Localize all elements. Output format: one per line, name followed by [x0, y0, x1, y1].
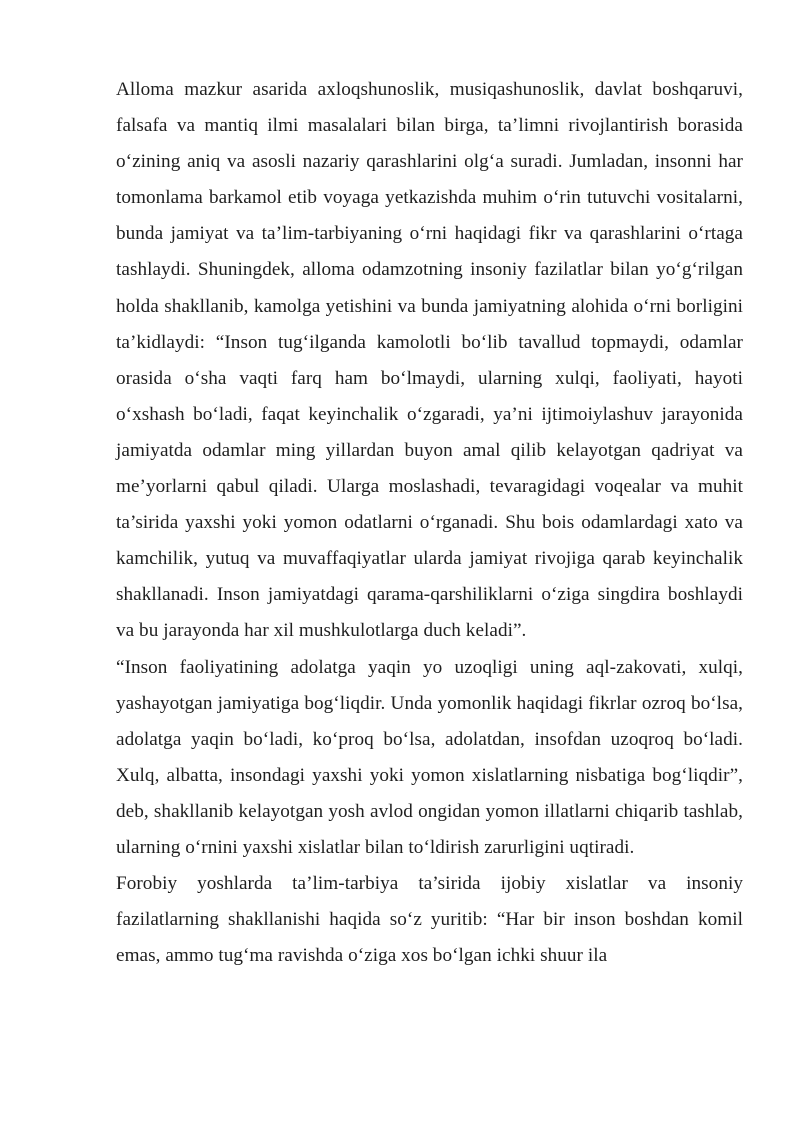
- paragraph-1: Alloma mazkur asarida axloqshunoslik, musiqashunoslik, davlat boshqaruvi, falsafa va mantiq ilmi masalalari bilan birga, ta’limni rivojlantirish borasida o‘zining aniq va asosli nazariy qarashlarini olg‘a suradi. Jumladan, insonni har tomonlama barkamol etib voyaga yetkazishda muhim o‘rin tutuvchi vositalarni, bunda jamiyat va ta’lim-tarbiyaning o‘rni haqidagi fikr va qarashlarini o‘rtaga tashlaydi. Shuningdek, alloma odamzotning insoniy fazilatlar bilan yo‘g‘rilgan holda shakllanib, kamolga yetishini va bunda jamiyatning alohida o‘rni borligini ta’kidlaydi: “Inson tug‘ilganda kamolotli bo‘lib tavallud topmaydi, odamlar orasida o‘sha vaqti farq ham bo‘lmaydi, ularning xulqi, faoliyati, hayoti o‘xshash bo‘ladi, faqat keyinchalik o‘zgaradi, ya’ni ijtimoiylashuv jarayonida jamiyatda odamlar ming yillardan buyon amal qilib kelayotgan qadriyat va me’yorlarni qabul qiladi. Ularga moslashadi, tevaragidagi voqealar va muhit ta’sirida yaxshi yoki yomon odatlarni o‘rganadi. Shu bois odamlardagi xato va kamchilik, yutuq va muvaffaqiyatlar ularda jamiyat rivojiga qarab keyinchalik shakllanadi. Inson jamiyatdagi qarama-qarshiliklarni o‘ziga singdira boshlaydi va bu jarayonda har xil mushkulotlarga duch keladi”.: [116, 79, 743, 642]
- document-page: [116, 72, 743, 974]
- paragraph-2: “Inson faoliyatining adolatga yaqin yo uzoqligi uning aql-zakovati, xulqi, yashayotgan jamiyatiga bog‘liqdir. Unda yomonlik haqidagi fikrlar ozroq bo‘lsa, adolatga yaqin bo‘ladi, ko‘proq bo‘lsa, adolatdan, insofdan uzoqroq bo‘ladi. Xulq, albatta, insondagi yaxshi yoki yomon xislatlarning nisbatiga bog‘liqdir”, deb, shakllanib kelayotgan yosh avlod ongidan yomon illatlarni chiqarib tashlab, ularning o‘rnini yaxshi xislatlar bilan to‘ldirish zarurligini uqtiradi.: [116, 656, 743, 858]
- paragraph-3: Forobiy yoshlarda ta’lim-tarbiya ta’sirida ijobiy xislatlar va insoniy fazilatlarning shakllanishi haqida so‘z yuritib: “Har bir inson boshdan komil emas, ammo tug‘ma ravishda o‘ziga xos bo‘lgan ichki shuur ila: [116, 873, 743, 967]
